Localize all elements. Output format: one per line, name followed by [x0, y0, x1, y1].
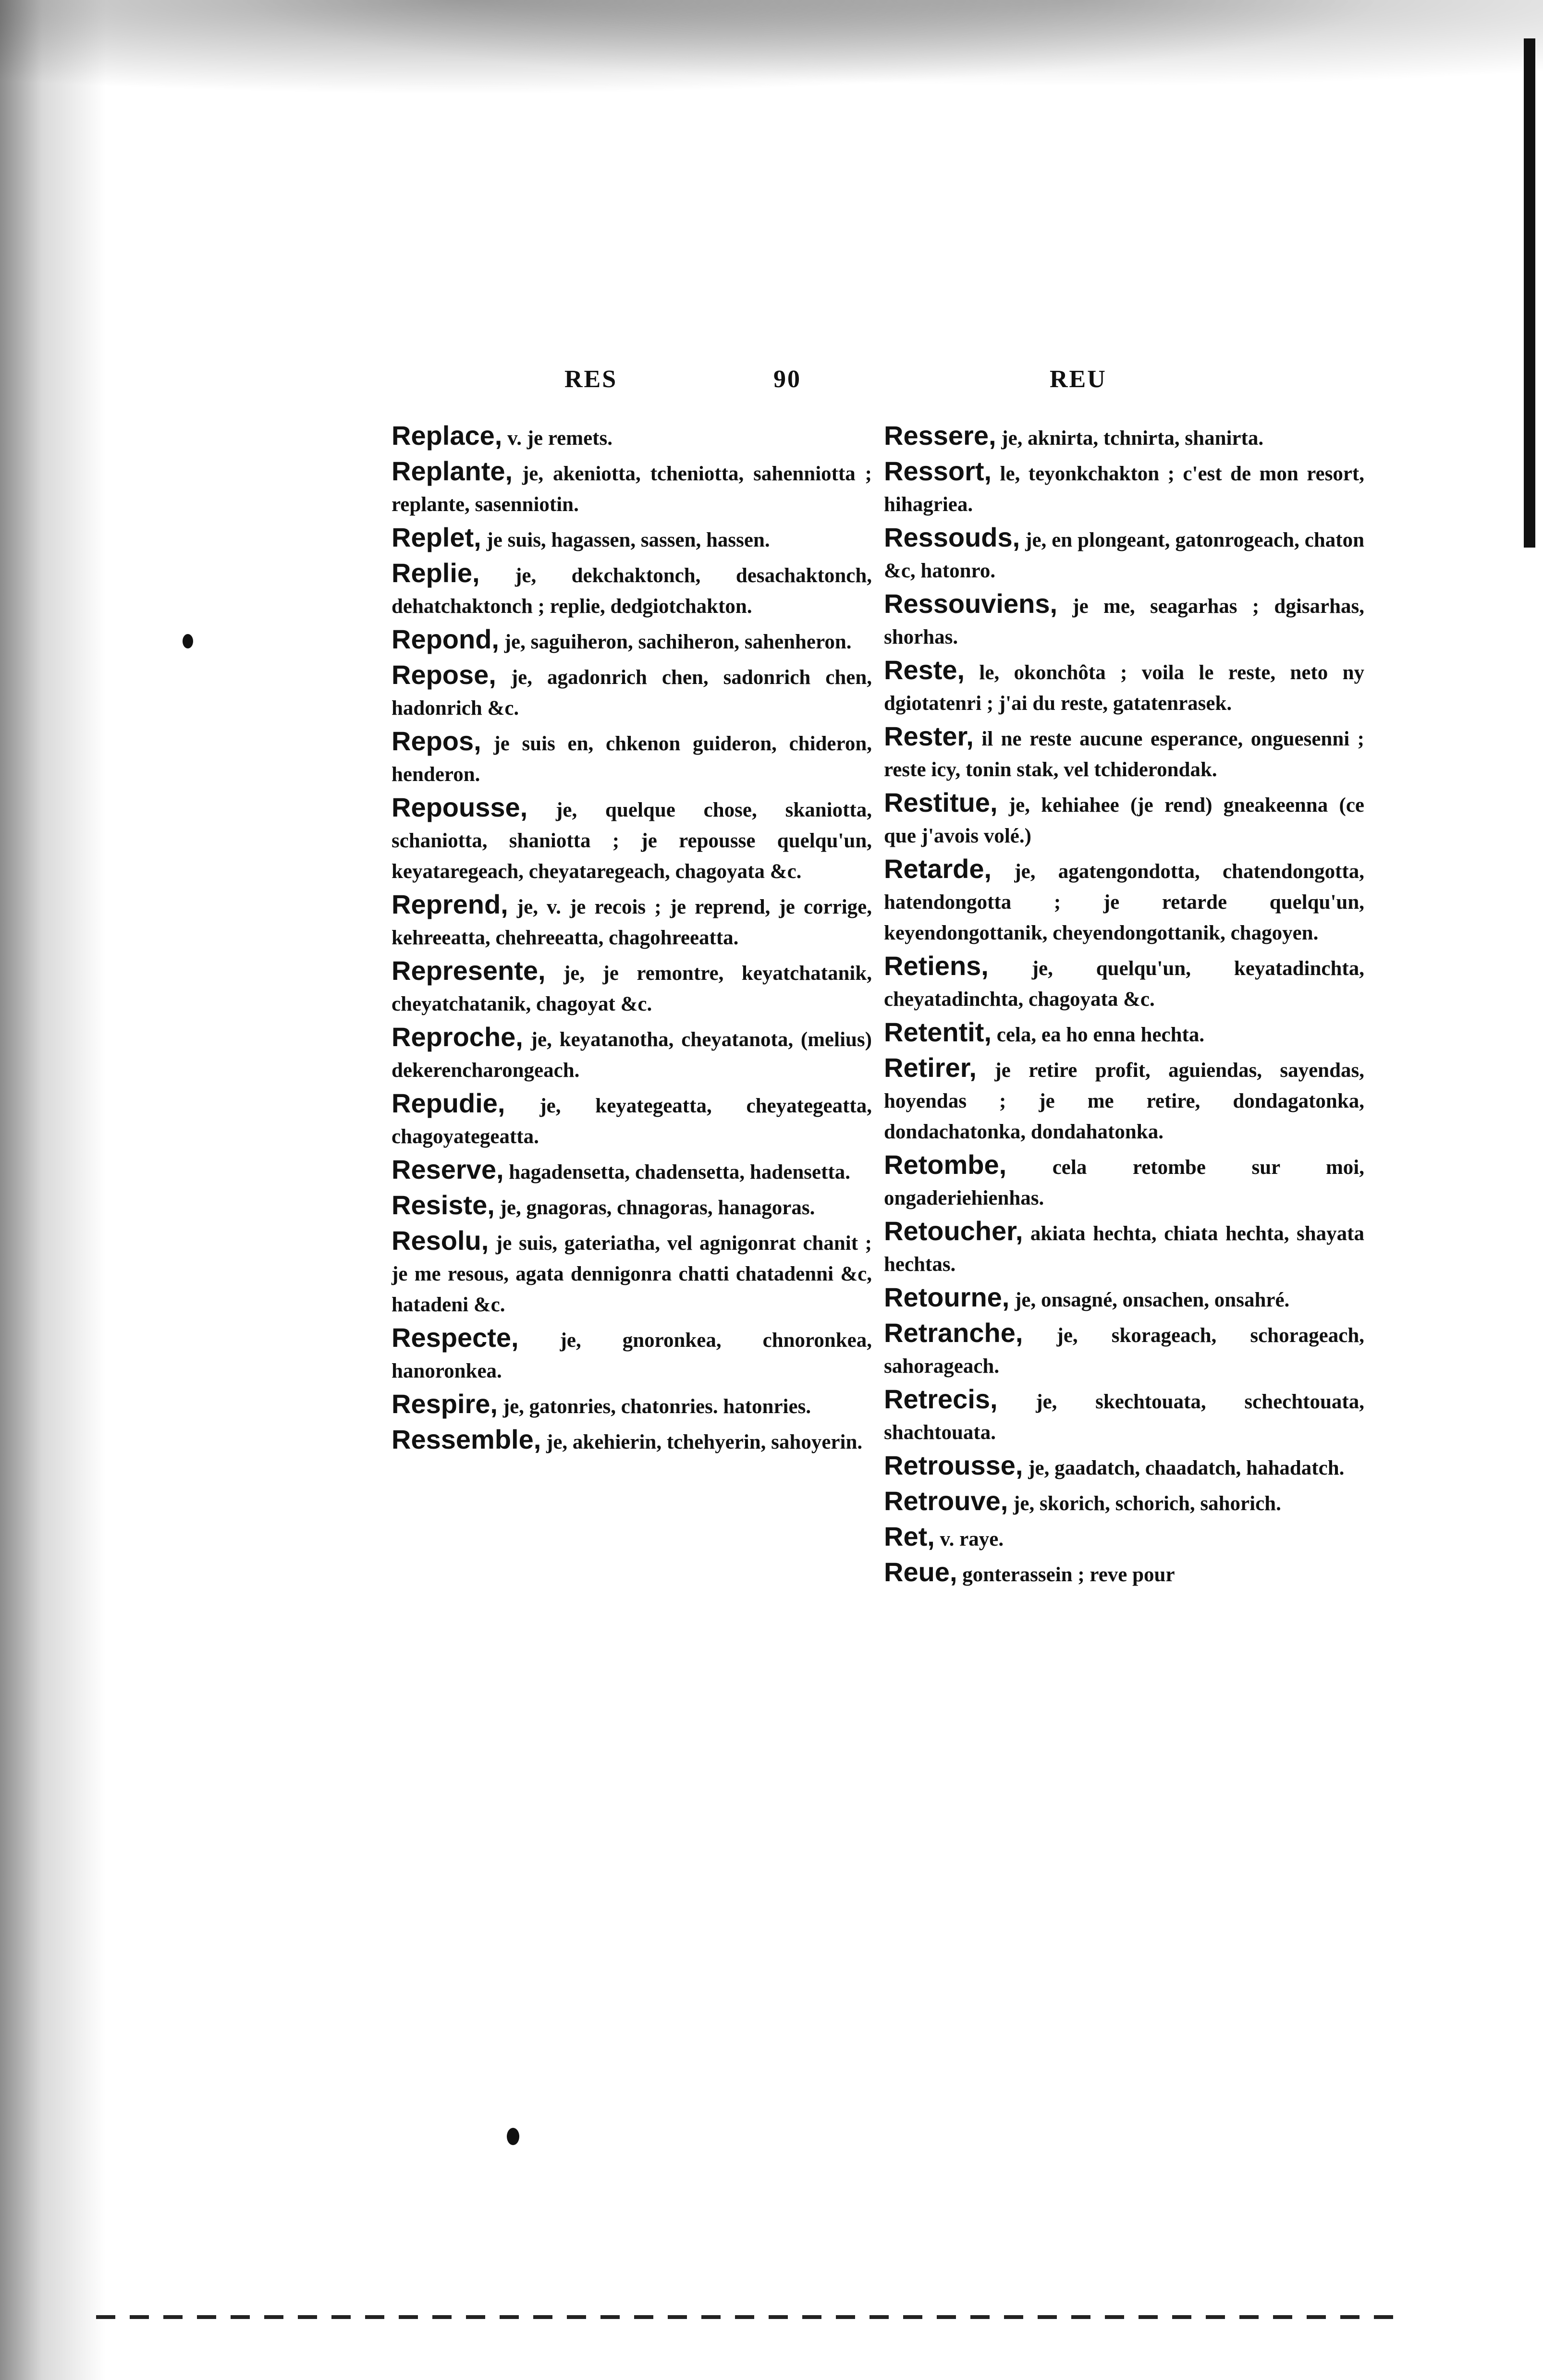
entry-headword: Reserve,	[392, 1154, 504, 1184]
entry-headword: Reste,	[884, 655, 965, 685]
entry-headword: Retourne,	[884, 1282, 1010, 1312]
entry-headword: Retranche,	[884, 1318, 1023, 1348]
entry-headword: Reue,	[884, 1557, 957, 1587]
dictionary-entry	[392, 1190, 872, 1223]
entry-text: je, akeniotta, tcheniotta, sahenniotta ; replante, sasenniotin.	[392, 463, 872, 516]
page-number: 90	[773, 366, 801, 393]
dictionary-entry	[884, 787, 1364, 852]
entry-text: je, agadonrich chen, sadonrich chen, hadonrich &c.	[392, 666, 872, 720]
scan-shadow-left	[0, 0, 106, 2380]
dictionary-entry	[884, 1384, 1364, 1448]
dictionary-entry	[392, 456, 872, 520]
dictionary-entry	[884, 1557, 1364, 1590]
dictionary-entry	[884, 655, 1364, 719]
dictionary-entry	[884, 588, 1364, 653]
dictionary-entry	[392, 659, 872, 724]
dictionary-entry	[392, 955, 872, 1020]
dictionary-entry	[884, 1450, 1364, 1484]
entry-text: le, okonchôta ; voila le reste, neto ny dgiotatenri ; j'ai du reste, gatatenrasek.	[884, 661, 1364, 715]
entry-text: je, saguiheron, sachiheron, sahenheron.	[499, 631, 852, 653]
entry-headword: Retiens,	[884, 951, 989, 981]
entry-headword: Retrouve,	[884, 1486, 1008, 1516]
dictionary-entry	[884, 1486, 1364, 1519]
scan-edge-bar	[1524, 38, 1535, 548]
entry-text: je, agatengondotta, chatendongotta, hatendongotta ; je retarde quelqu'un, keyendongottanik, cheyendongottanik, chagoyen.	[884, 860, 1364, 944]
entry-headword: Replace,	[392, 420, 502, 451]
entry-text: je, gaadatch, chaadatch, hahadatch.	[1023, 1457, 1345, 1479]
entry-text: je, aknirta, tchnirta, shanirta.	[996, 427, 1264, 450]
dictionary-entry	[392, 1424, 872, 1458]
entry-text: je, keyatanotha, cheyatanota, (melius) dekerencharongeach.	[392, 1028, 872, 1082]
entry-headword: Retarde,	[884, 854, 992, 884]
entry-headword: Resiste,	[392, 1190, 495, 1220]
entry-headword: Ressort,	[884, 456, 992, 486]
entry-headword: Replet,	[392, 522, 481, 552]
entry-headword: Ressemble,	[392, 1424, 541, 1454]
dictionary-entry	[392, 420, 872, 454]
dictionary-entry	[392, 522, 872, 556]
entry-headword: Retentit,	[884, 1017, 992, 1047]
ink-smudge	[507, 2128, 519, 2145]
entry-text: je, skorageach, schorageach, sahorageach.	[884, 1324, 1364, 1378]
entry-text: v. je remets.	[502, 427, 612, 450]
entry-text: je, onsagné, onsachen, onsahré.	[1009, 1289, 1290, 1311]
entry-text: je, skorich, schorich, sahorich.	[1008, 1492, 1281, 1515]
dictionary-entry	[392, 624, 872, 658]
entry-headword: Retrousse,	[884, 1450, 1023, 1480]
entry-text: je suis, gateriatha, vel agnigonrat chanit ; je me resous, agata dennigonra chatti chatadenni &c, hatadeni &c.	[392, 1232, 872, 1316]
dictionary-entry	[884, 951, 1364, 1015]
right-column	[884, 420, 1364, 1592]
dictionary-entry	[884, 1282, 1364, 1316]
entry-text: je, v. je recois ; je reprend, je corrige, kehreeatta, chehreeatta, chagohreeatta.	[392, 896, 872, 949]
entry-text: gonterassein ; reve pour	[957, 1563, 1175, 1586]
entry-text: le, teyonkchakton ; c'est de mon resort, hihagriea.	[884, 463, 1364, 516]
entry-headword: Respecte,	[392, 1322, 519, 1353]
entry-headword: Repousse,	[392, 792, 528, 822]
dictionary-entry	[884, 1017, 1364, 1050]
entry-text: je, dekchaktonch, desachaktonch, dehatchaktonch ; replie, dedgiotchakton.	[392, 564, 872, 618]
dictionary-entry	[884, 522, 1364, 586]
dictionary-entry	[392, 726, 872, 790]
entry-text: cela, ea ho enna hechta.	[992, 1024, 1205, 1046]
entry-text: je, gnagoras, chnagoras, hanagoras.	[494, 1196, 815, 1219]
entry-text: akiata hechta, chiata hechta, shayata hechtas.	[884, 1222, 1364, 1276]
dictionary-entry	[884, 1521, 1364, 1555]
dictionary-entry	[392, 889, 872, 953]
dictionary-entry	[392, 1389, 872, 1422]
entry-headword: Reproche,	[392, 1022, 523, 1052]
entry-headword: Represente,	[392, 955, 546, 986]
dictionary-entry	[392, 558, 872, 622]
entry-headword: Reprend,	[392, 889, 508, 919]
entry-headword: Repos,	[392, 726, 481, 756]
entry-headword: Respire,	[392, 1389, 498, 1419]
entry-headword: Replie,	[392, 558, 480, 588]
ink-smudge	[183, 634, 193, 648]
dictionary-entry	[392, 1225, 872, 1320]
entry-headword: Ressouds,	[884, 522, 1020, 552]
dictionary-entry	[392, 1154, 872, 1188]
entry-text: je me, seagarhas ; dgisarhas, shorhas.	[884, 595, 1364, 648]
entry-headword: Replante,	[392, 456, 513, 486]
entry-text: je, kehiahee (je rend) gneakeenna (ce que j'avois volé.)	[884, 794, 1364, 847]
entry-text: je, quelqu'un, keyatadinchta, cheyatadinchta, chagoyata &c.	[884, 957, 1364, 1011]
entry-text: v. raye.	[934, 1528, 1004, 1550]
scan-edge-bottom	[96, 2315, 1393, 2319]
entry-headword: Rester,	[884, 721, 974, 751]
dictionary-entry	[392, 1088, 872, 1152]
entry-headword: Repose,	[392, 659, 496, 690]
entry-text: je, en plongeant, gatonrogeach, chaton &c, hatonro.	[884, 529, 1364, 582]
entry-text: je suis, hagassen, sassen, hassen.	[481, 529, 770, 551]
entry-headword: Ressouviens,	[884, 588, 1058, 619]
scan-shadow-top	[0, 0, 1543, 110]
entry-text: je, je remontre, keyatchatanik, cheyatchatanik, chagoyat &c.	[392, 962, 872, 1015]
dictionary-entry	[884, 456, 1364, 520]
entry-text: je, akehierin, tchehyerin, sahoyerin.	[541, 1431, 863, 1453]
entry-text: cela retombe sur moi, ongaderiehienhas.	[884, 1156, 1364, 1209]
entry-headword: Repond,	[392, 624, 499, 654]
dictionary-entry	[884, 420, 1364, 454]
entry-text: je, skechtouata, schechtouata, shachtouata.	[884, 1391, 1364, 1444]
dictionary-entry	[884, 721, 1364, 785]
dictionary-entry	[392, 792, 872, 887]
entry-headword: Restitue,	[884, 787, 998, 818]
entry-text: je, keyategeatta, cheyategeatta, chagoyategeatta.	[392, 1095, 872, 1148]
entry-text: il ne reste aucune esperance, onguesenni ; reste icy, tonin stak, vel tchiderondak.	[884, 728, 1364, 781]
dictionary-entry	[884, 1149, 1364, 1214]
dictionary-entry	[884, 1216, 1364, 1280]
entry-headword: Resolu,	[392, 1225, 489, 1256]
entry-headword: Retrecis,	[884, 1384, 998, 1414]
entry-headword: Retombe,	[884, 1149, 1007, 1180]
entry-text: je, gnoronkea, chnoronkea, hanoronkea.	[392, 1329, 872, 1382]
running-head-right: REU	[1050, 366, 1107, 393]
dictionary-entry	[884, 1052, 1364, 1147]
dictionary-entry	[392, 1022, 872, 1086]
dictionary-entry	[884, 1318, 1364, 1382]
dictionary-entry	[884, 854, 1364, 949]
running-head-left: RES	[564, 366, 618, 393]
entry-headword: Retirer,	[884, 1052, 977, 1083]
entry-text: je, quelque chose, skaniotta, schaniotta, shaniotta ; je repousse quelqu'un, keyataregeach, cheyataregeach, chagoyata &c.	[392, 799, 872, 883]
entry-text: je suis en, chkenon guideron, chideron, henderon.	[392, 732, 872, 786]
entry-headword: Ressere,	[884, 420, 996, 451]
entry-headword: Retoucher,	[884, 1216, 1023, 1246]
entry-headword: Repudie,	[392, 1088, 505, 1118]
entry-text: je retire profit, aguiendas, sayendas, hoyendas ; je me retire, dondagatonka, dondachatonka, dondahatonka.	[884, 1059, 1364, 1143]
entry-text: hagadensetta, chadensetta, hadensetta.	[503, 1161, 850, 1184]
entry-text: je, gatonries, chatonries. hatonries.	[498, 1395, 811, 1418]
entry-headword: Ret,	[884, 1521, 935, 1551]
left-column	[392, 420, 872, 1460]
dictionary-entry	[392, 1322, 872, 1387]
